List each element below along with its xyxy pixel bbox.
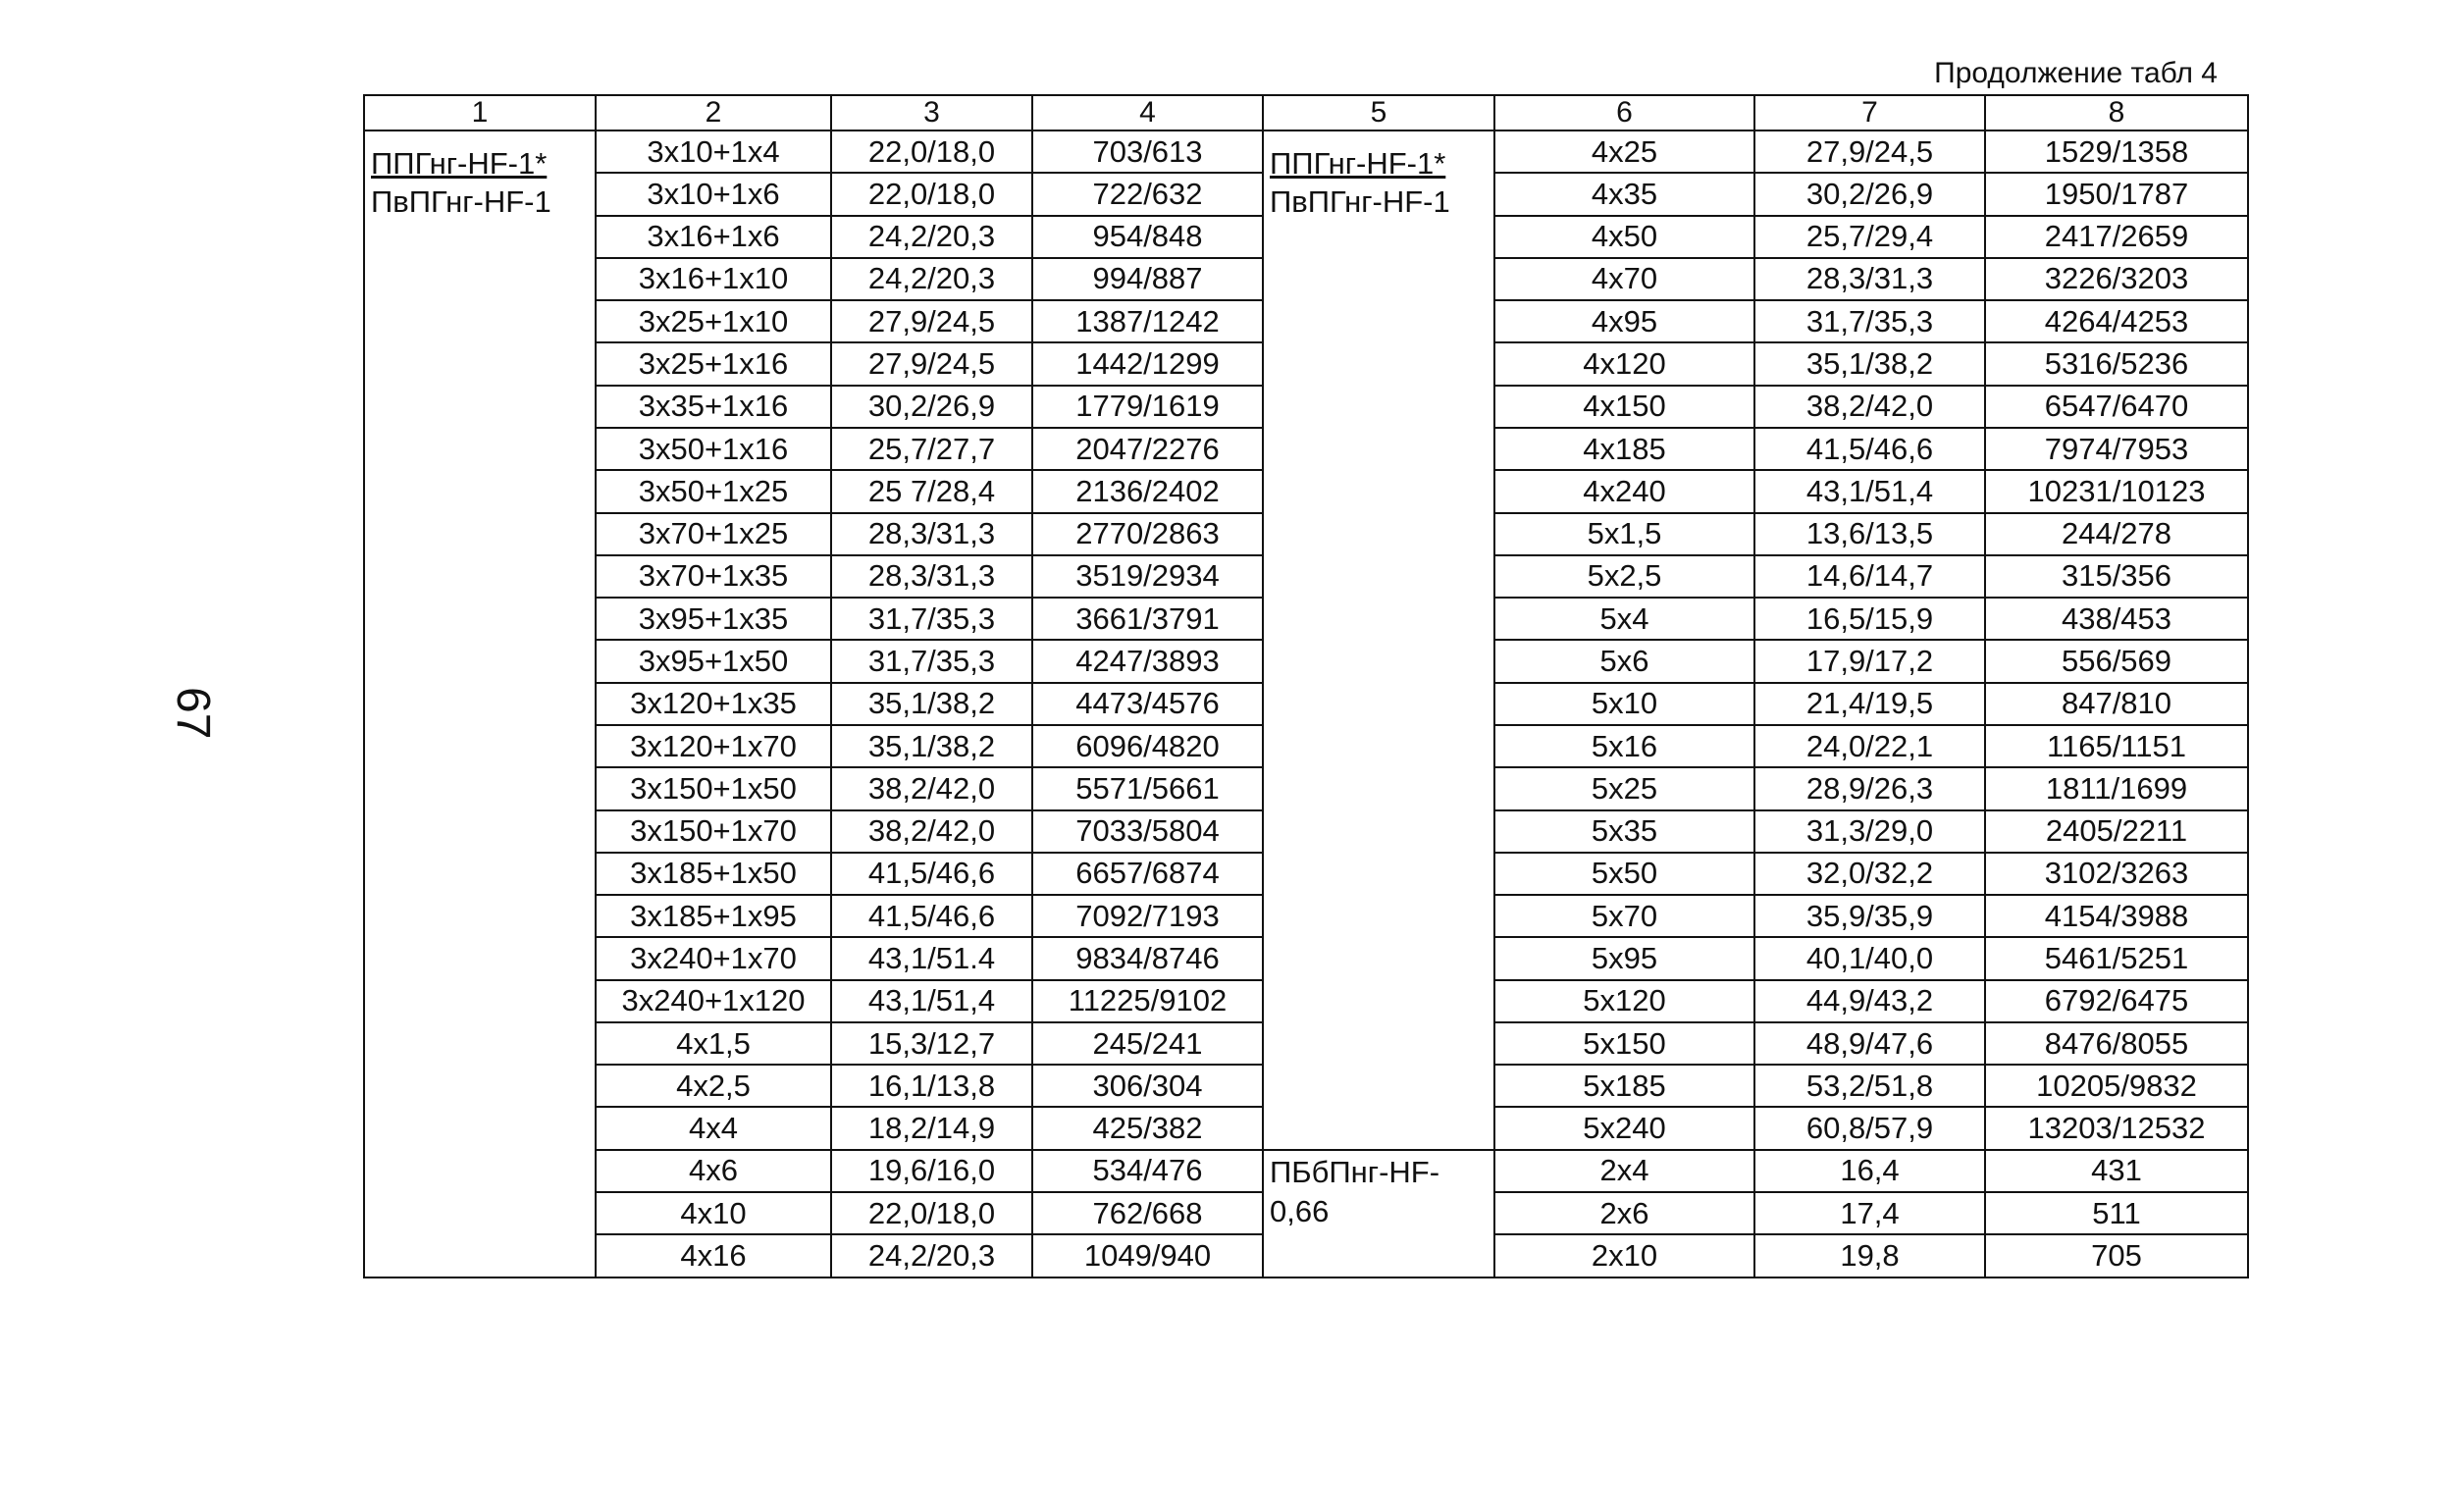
mass-cell: 10205/9832 <box>1985 1065 2248 1107</box>
diameter-cell: 35,9/35,9 <box>1754 895 1985 937</box>
section-cell: 3x50+1x16 <box>596 428 831 470</box>
diameter-cell: 13,6/13,5 <box>1754 513 1985 555</box>
diameter-cell: 32,0/32,2 <box>1754 853 1985 895</box>
section-cell: 3x95+1x50 <box>596 640 831 682</box>
diameter-cell: 43,1/51,4 <box>1754 470 1985 512</box>
diameter-cell: 53,2/51,8 <box>1754 1065 1985 1107</box>
diameter-cell: 16,5/15,9 <box>1754 598 1985 640</box>
section-cell: 4x16 <box>596 1234 831 1277</box>
mass-cell: 1049/940 <box>1032 1234 1263 1277</box>
mass-cell: 1950/1787 <box>1985 173 2248 215</box>
section-cell: 3x150+1x70 <box>596 810 831 853</box>
diameter-cell: 17,4 <box>1754 1192 1985 1234</box>
section-cell: 5x150 <box>1494 1022 1754 1065</box>
diameter-cell: 24,2/20,3 <box>831 1234 1032 1277</box>
mass-cell: 722/632 <box>1032 173 1263 215</box>
diameter-cell: 21,4/19,5 <box>1754 683 1985 725</box>
mass-cell: 6792/6475 <box>1985 980 2248 1022</box>
mass-cell: 2047/2276 <box>1032 428 1263 470</box>
mass-cell: 431 <box>1985 1150 2248 1192</box>
mass-cell: 511 <box>1985 1192 2248 1234</box>
column-header-6: 6 <box>1494 95 1754 130</box>
mass-cell: 2770/2863 <box>1032 513 1263 555</box>
brand-left-top: ППГнг-HF-1* <box>371 146 548 181</box>
mass-cell: 13203/12532 <box>1985 1107 2248 1149</box>
diameter-cell: 60,8/57,9 <box>1754 1107 1985 1149</box>
mass-cell: 5571/5661 <box>1032 767 1263 809</box>
diameter-cell: 35,1/38,2 <box>831 725 1032 767</box>
section-cell: 4x4 <box>596 1107 831 1149</box>
section-cell: 3x35+1x16 <box>596 386 831 428</box>
section-cell: 5x50 <box>1494 853 1754 895</box>
mass-cell: 954/848 <box>1032 216 1263 258</box>
mass-cell: 10231/10123 <box>1985 470 2248 512</box>
diameter-cell: 30,2/26,9 <box>1754 173 1985 215</box>
section-cell: 4x120 <box>1494 342 1754 385</box>
diameter-cell: 25 7/28,4 <box>831 470 1032 512</box>
section-cell: 3x150+1x50 <box>596 767 831 809</box>
section-cell: 3x25+1x10 <box>596 300 831 342</box>
section-cell: 3x70+1x25 <box>596 513 831 555</box>
cable-brand-right <box>1263 130 1494 1150</box>
diameter-cell: 35,1/38,2 <box>831 683 1032 725</box>
section-cell: 5x35 <box>1494 810 1754 853</box>
mass-cell: 5461/5251 <box>1985 937 2248 979</box>
mass-cell: 3102/3263 <box>1985 853 2248 895</box>
mass-cell: 4247/3893 <box>1032 640 1263 682</box>
table-row <box>364 130 2248 173</box>
mass-cell: 4154/3988 <box>1985 895 2248 937</box>
column-header-7: 7 <box>1754 95 1985 130</box>
mass-cell: 306/304 <box>1032 1065 1263 1107</box>
brand-left-bottom: ПвПГнг-HF-1 <box>371 183 551 219</box>
column-header-3: 3 <box>831 95 1032 130</box>
section-cell: 4x35 <box>1494 173 1754 215</box>
mass-cell: 4264/4253 <box>1985 300 2248 342</box>
section-cell: 2x4 <box>1494 1150 1754 1192</box>
diameter-cell: 24,0/22,1 <box>1754 725 1985 767</box>
section-cell: 3x70+1x35 <box>596 555 831 598</box>
mass-cell: 11225/9102 <box>1032 980 1263 1022</box>
diameter-cell: 17,9/17,2 <box>1754 640 1985 682</box>
column-header-1: 1 <box>364 95 596 130</box>
mass-cell: 6096/4820 <box>1032 725 1263 767</box>
mass-cell: 245/241 <box>1032 1022 1263 1065</box>
mass-cell: 1165/1151 <box>1985 725 2248 767</box>
column-header-4: 4 <box>1032 95 1263 130</box>
table-caption: Продолжение табл 4 <box>1934 57 2218 89</box>
diameter-cell: 30,2/26,9 <box>831 386 1032 428</box>
mass-cell: 1779/1619 <box>1032 386 1263 428</box>
mass-cell: 762/668 <box>1032 1192 1263 1234</box>
mass-cell: 6547/6470 <box>1985 386 2248 428</box>
column-header-2: 2 <box>596 95 831 130</box>
diameter-cell: 38,2/42,0 <box>1754 386 1985 428</box>
mass-cell: 5316/5236 <box>1985 342 2248 385</box>
mass-cell: 425/382 <box>1032 1107 1263 1149</box>
mass-cell: 2405/2211 <box>1985 810 2248 853</box>
mass-cell: 315/356 <box>1985 555 2248 598</box>
diameter-cell: 27,9/24,5 <box>1754 130 1985 173</box>
section-cell: 3x10+1x6 <box>596 173 831 215</box>
section-cell: 4x10 <box>596 1192 831 1234</box>
cable-brand-left <box>364 130 596 1277</box>
diameter-cell: 25,7/29,4 <box>1754 216 1985 258</box>
diameter-cell: 22,0/18,0 <box>831 1192 1032 1234</box>
cable-brand-armored <box>1263 1150 1494 1277</box>
mass-cell: 6657/6874 <box>1032 853 1263 895</box>
section-cell: 4x70 <box>1494 258 1754 300</box>
mass-cell: 7092/7193 <box>1032 895 1263 937</box>
section-cell: 5x25 <box>1494 767 1754 809</box>
diameter-cell: 31,7/35,3 <box>831 640 1032 682</box>
section-cell: 2x6 <box>1494 1192 1754 1234</box>
column-header-5: 5 <box>1263 95 1494 130</box>
mass-cell: 2136/2402 <box>1032 470 1263 512</box>
cable-spec-table <box>363 94 2249 1278</box>
section-cell: 4x185 <box>1494 428 1754 470</box>
section-cell: 3x185+1x95 <box>596 895 831 937</box>
brand-armored-line2: 0,66 <box>1270 1194 1330 1229</box>
section-cell: 5x1,5 <box>1494 513 1754 555</box>
diameter-cell: 19,8 <box>1754 1234 1985 1277</box>
mass-cell: 534/476 <box>1032 1150 1263 1192</box>
section-cell: 5x10 <box>1494 683 1754 725</box>
diameter-cell: 41,5/46,6 <box>831 853 1032 895</box>
section-cell: 3x25+1x16 <box>596 342 831 385</box>
mass-cell: 438/453 <box>1985 598 2248 640</box>
diameter-cell: 19,6/16,0 <box>831 1150 1032 1192</box>
section-cell: 3x95+1x35 <box>596 598 831 640</box>
section-cell: 3x10+1x4 <box>596 130 831 173</box>
mass-cell: 8476/8055 <box>1985 1022 2248 1065</box>
section-cell: 3x120+1x35 <box>596 683 831 725</box>
table-body <box>364 95 2248 1277</box>
diameter-cell: 18,2/14,9 <box>831 1107 1032 1149</box>
section-cell: 3x240+1x70 <box>596 937 831 979</box>
mass-cell: 3661/3791 <box>1032 598 1263 640</box>
section-cell: 3x120+1x70 <box>596 725 831 767</box>
section-cell: 4x95 <box>1494 300 1754 342</box>
section-cell: 4x240 <box>1494 470 1754 512</box>
diameter-cell: 14,6/14,7 <box>1754 555 1985 598</box>
diameter-cell: 28,9/26,3 <box>1754 767 1985 809</box>
section-cell: 5x6 <box>1494 640 1754 682</box>
section-cell: 5x240 <box>1494 1107 1754 1149</box>
diameter-cell: 22,0/18,0 <box>831 130 1032 173</box>
diameter-cell: 40,1/40,0 <box>1754 937 1985 979</box>
section-cell: 4x6 <box>596 1150 831 1192</box>
mass-cell: 7033/5804 <box>1032 810 1263 853</box>
page-number: 67 <box>167 687 219 740</box>
mass-cell: 994/887 <box>1032 258 1263 300</box>
mass-cell: 2417/2659 <box>1985 216 2248 258</box>
table-row <box>364 1150 2248 1192</box>
diameter-cell: 27,9/24,5 <box>831 342 1032 385</box>
diameter-cell: 16,1/13,8 <box>831 1065 1032 1107</box>
diameter-cell: 24,2/20,3 <box>831 216 1032 258</box>
diameter-cell: 27,9/24,5 <box>831 300 1032 342</box>
diameter-cell: 38,2/42,0 <box>831 810 1032 853</box>
diameter-cell: 16,4 <box>1754 1150 1985 1192</box>
diameter-cell: 15,3/12,7 <box>831 1022 1032 1065</box>
header-row <box>364 95 2248 130</box>
diameter-cell: 31,7/35,3 <box>1754 300 1985 342</box>
mass-cell: 3519/2934 <box>1032 555 1263 598</box>
diameter-cell: 31,7/35,3 <box>831 598 1032 640</box>
section-cell: 4x1,5 <box>596 1022 831 1065</box>
mass-cell: 556/569 <box>1985 640 2248 682</box>
diameter-cell: 28,3/31,3 <box>831 513 1032 555</box>
diameter-cell: 28,3/31,3 <box>1754 258 1985 300</box>
diameter-cell: 41,5/46,6 <box>1754 428 1985 470</box>
section-cell: 2x10 <box>1494 1234 1754 1277</box>
section-cell: 5x2,5 <box>1494 555 1754 598</box>
diameter-cell: 22,0/18,0 <box>831 173 1032 215</box>
section-cell: 4x2,5 <box>596 1065 831 1107</box>
diameter-cell: 24,2/20,3 <box>831 258 1032 300</box>
mass-cell: 9834/8746 <box>1032 937 1263 979</box>
diameter-cell: 48,9/47,6 <box>1754 1022 1985 1065</box>
diameter-cell: 28,3/31,3 <box>831 555 1032 598</box>
section-cell: 5x95 <box>1494 937 1754 979</box>
mass-cell: 3226/3203 <box>1985 258 2248 300</box>
section-cell: 4x50 <box>1494 216 1754 258</box>
section-cell: 5x4 <box>1494 598 1754 640</box>
mass-cell: 1811/1699 <box>1985 767 2248 809</box>
mass-cell: 4473/4576 <box>1032 683 1263 725</box>
mass-cell: 1529/1358 <box>1985 130 2248 173</box>
diameter-cell: 25,7/27,7 <box>831 428 1032 470</box>
brand-right-top: ППГнг-HF-1* <box>1270 146 1446 181</box>
diameter-cell: 31,3/29,0 <box>1754 810 1985 853</box>
mass-cell: 7974/7953 <box>1985 428 2248 470</box>
section-cell: 5x70 <box>1494 895 1754 937</box>
brand-armored-line1: ПБбПнг-HF- <box>1270 1154 1440 1189</box>
section-cell: 3x16+1x10 <box>596 258 831 300</box>
diameter-cell: 35,1/38,2 <box>1754 342 1985 385</box>
diameter-cell: 43,1/51,4 <box>831 980 1032 1022</box>
section-cell: 4x25 <box>1494 130 1754 173</box>
column-header-8: 8 <box>1985 95 2248 130</box>
section-cell: 3x240+1x120 <box>596 980 831 1022</box>
section-cell: 3x50+1x25 <box>596 470 831 512</box>
mass-cell: 705 <box>1985 1234 2248 1277</box>
mass-cell: 244/278 <box>1985 513 2248 555</box>
diameter-cell: 44,9/43,2 <box>1754 980 1985 1022</box>
section-cell: 3x16+1x6 <box>596 216 831 258</box>
mass-cell: 1442/1299 <box>1032 342 1263 385</box>
section-cell: 4x150 <box>1494 386 1754 428</box>
diameter-cell: 41,5/46,6 <box>831 895 1032 937</box>
section-cell: 5x120 <box>1494 980 1754 1022</box>
diameter-cell: 43,1/51.4 <box>831 937 1032 979</box>
section-cell: 5x185 <box>1494 1065 1754 1107</box>
brand-right-bottom: ПвПГнг-HF-1 <box>1270 183 1450 219</box>
mass-cell: 703/613 <box>1032 130 1263 173</box>
section-cell: 3x185+1x50 <box>596 853 831 895</box>
mass-cell: 847/810 <box>1985 683 2248 725</box>
mass-cell: 1387/1242 <box>1032 300 1263 342</box>
section-cell: 5x16 <box>1494 725 1754 767</box>
diameter-cell: 38,2/42,0 <box>831 767 1032 809</box>
